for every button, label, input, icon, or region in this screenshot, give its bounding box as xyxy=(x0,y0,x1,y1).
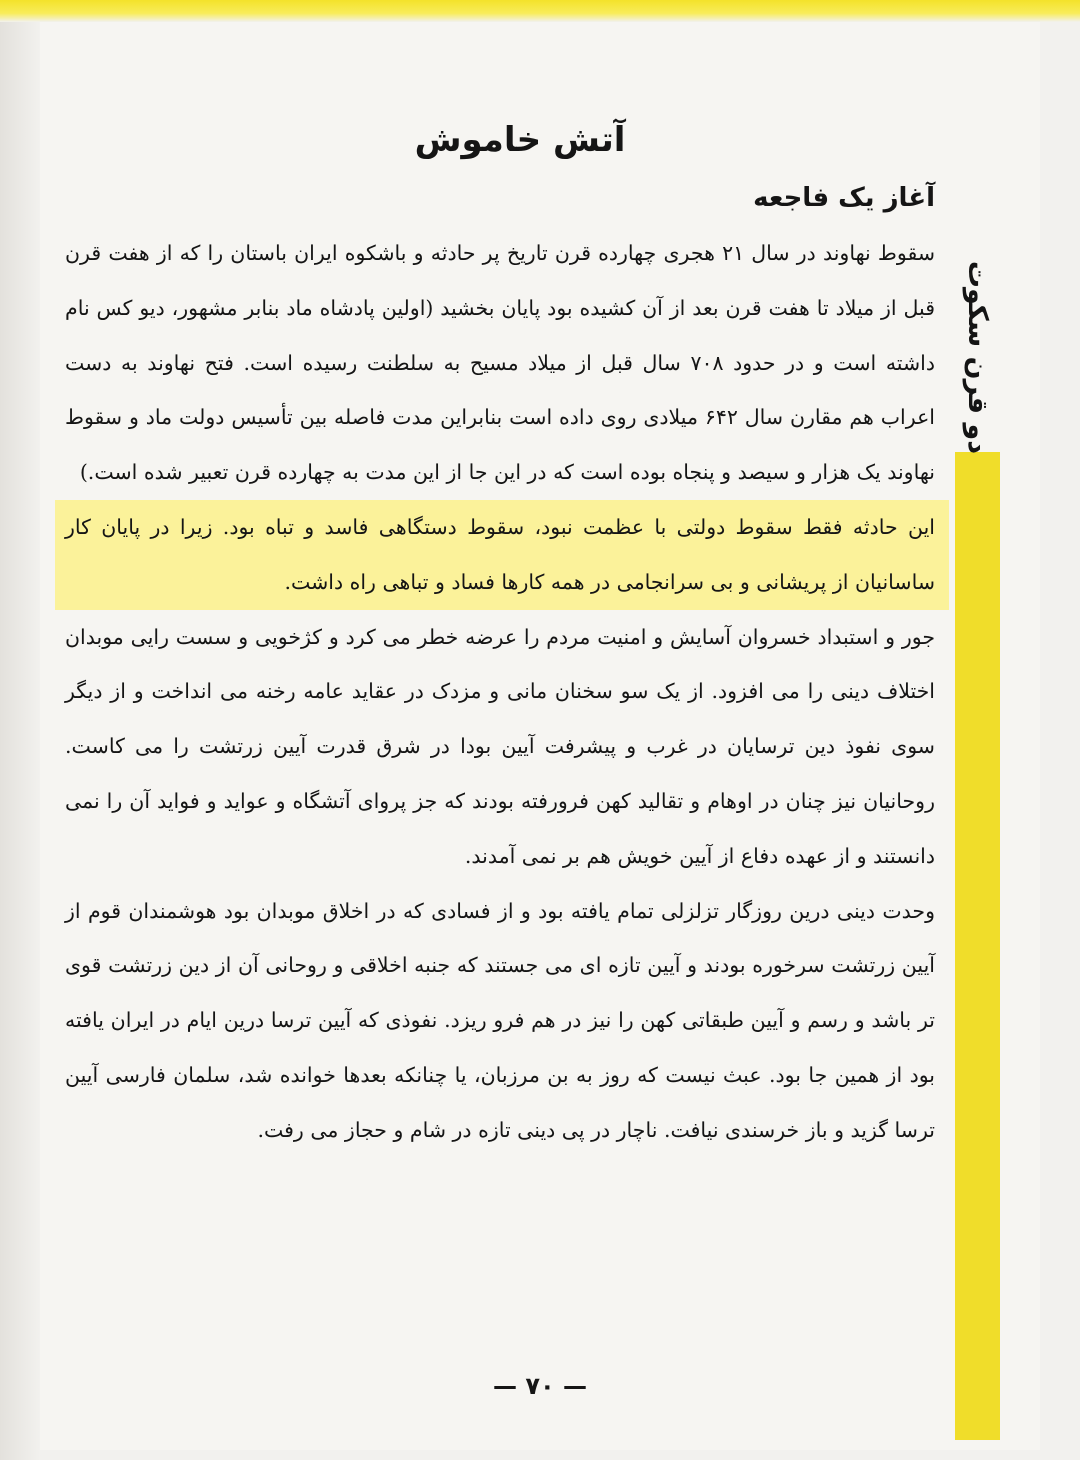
side-tab-title-box xyxy=(955,262,1000,452)
highlighted-paragraph: این حادثه فقط سقوط دولتی با عظمت نبود، سقوط دستگاهی فاسد و تباه بود. زیرا در پایان کار ساسانیان از پریشانی و بی سرانجامی در همه کارها فساد و تباهی راه داشت. xyxy=(55,500,949,610)
section-title: آغاز یک فاجعه xyxy=(753,183,935,213)
paragraph-3: جور و استبداد خسروان آسایش و امنیت مردم را عرضه خطر می کرد و کژخویی و سست رایی موبدان اختلاف دینی را می افزود. از یک سو سخنان مانی و مزدک در عقاید عامه رخنه می انداخت و از دیگر سوی نفوذ دین ترسایان در غرب و پیشرفت آیین بودا در شرق قدرت آیین زرتشت را می کاست. روحانیان نیز چنان در اوهام و تقالید کهن فرورفته بودند که جز پروای آتشگاه و عواید و فواید آن را نمی دانستند و از عهده دفاع از آیین خویش هم بر نمی آمدند. xyxy=(65,624,935,868)
paragraph-4: وحدت دینی درین روزگار تزلزلی تمام یافته بود و از فسادی که در اخلاق موبدان بود هوشمندان قوم از آیین زرتشت سرخوره بودند و آیین تازه ای می جستند که جنبه اخلاقی و روحانی آن از دین زرتشت قوی تر باشد و رسم و آیین طبقاتی کهن را نیز در هم فرو ریزد. نفوذی که آیین ترسا درین ایام در ایران یافته بود از همین جا بود. عبث نیست که روز به بن مرزبان، یا چنانکه بعدها خوانده شد، سلمان فارسی آیین ترسا گزید و باز خرسندی نیافت. ناچار در پی دینی تازه در شام و حجاز می رفت. xyxy=(65,898,935,1142)
paragraph-1: سقوط نهاوند در سال ۲۱ هجری چهارده قرن تاریخ پر حادثه و باشکوه ایران باستان را که از هفت قرن قبل از میلاد تا هفت قرن بعد از آن کشیده بود پایان بخشید (اولین پادشاه ماد بنابر مشهور، دیو کس نام داشته است و در حدود ۷۰۸ سال قبل از میلاد مسیح به سلطنت رسیده است. فتح نهاوند به دست اعراب هم مقارن سال ۶۴۲ میلادی روی داده است بنابراین مدت فاصله بین تأسیس دولت ماد و سقوط نهاوند یک هزار و سیصد و پنجاه بوده است که در این جا از این مدت به چهارده قرن تعبیر شده است.) xyxy=(65,241,936,485)
side-tab-title: دو قرن سکوت xyxy=(962,260,993,454)
yellow-page-edge xyxy=(0,0,1080,22)
chapter-title: آتش خاموش xyxy=(414,120,626,160)
page-number: — ۷۰ — xyxy=(492,1372,587,1400)
page-gutter-shadow xyxy=(0,0,40,1460)
page-content xyxy=(65,110,935,1158)
